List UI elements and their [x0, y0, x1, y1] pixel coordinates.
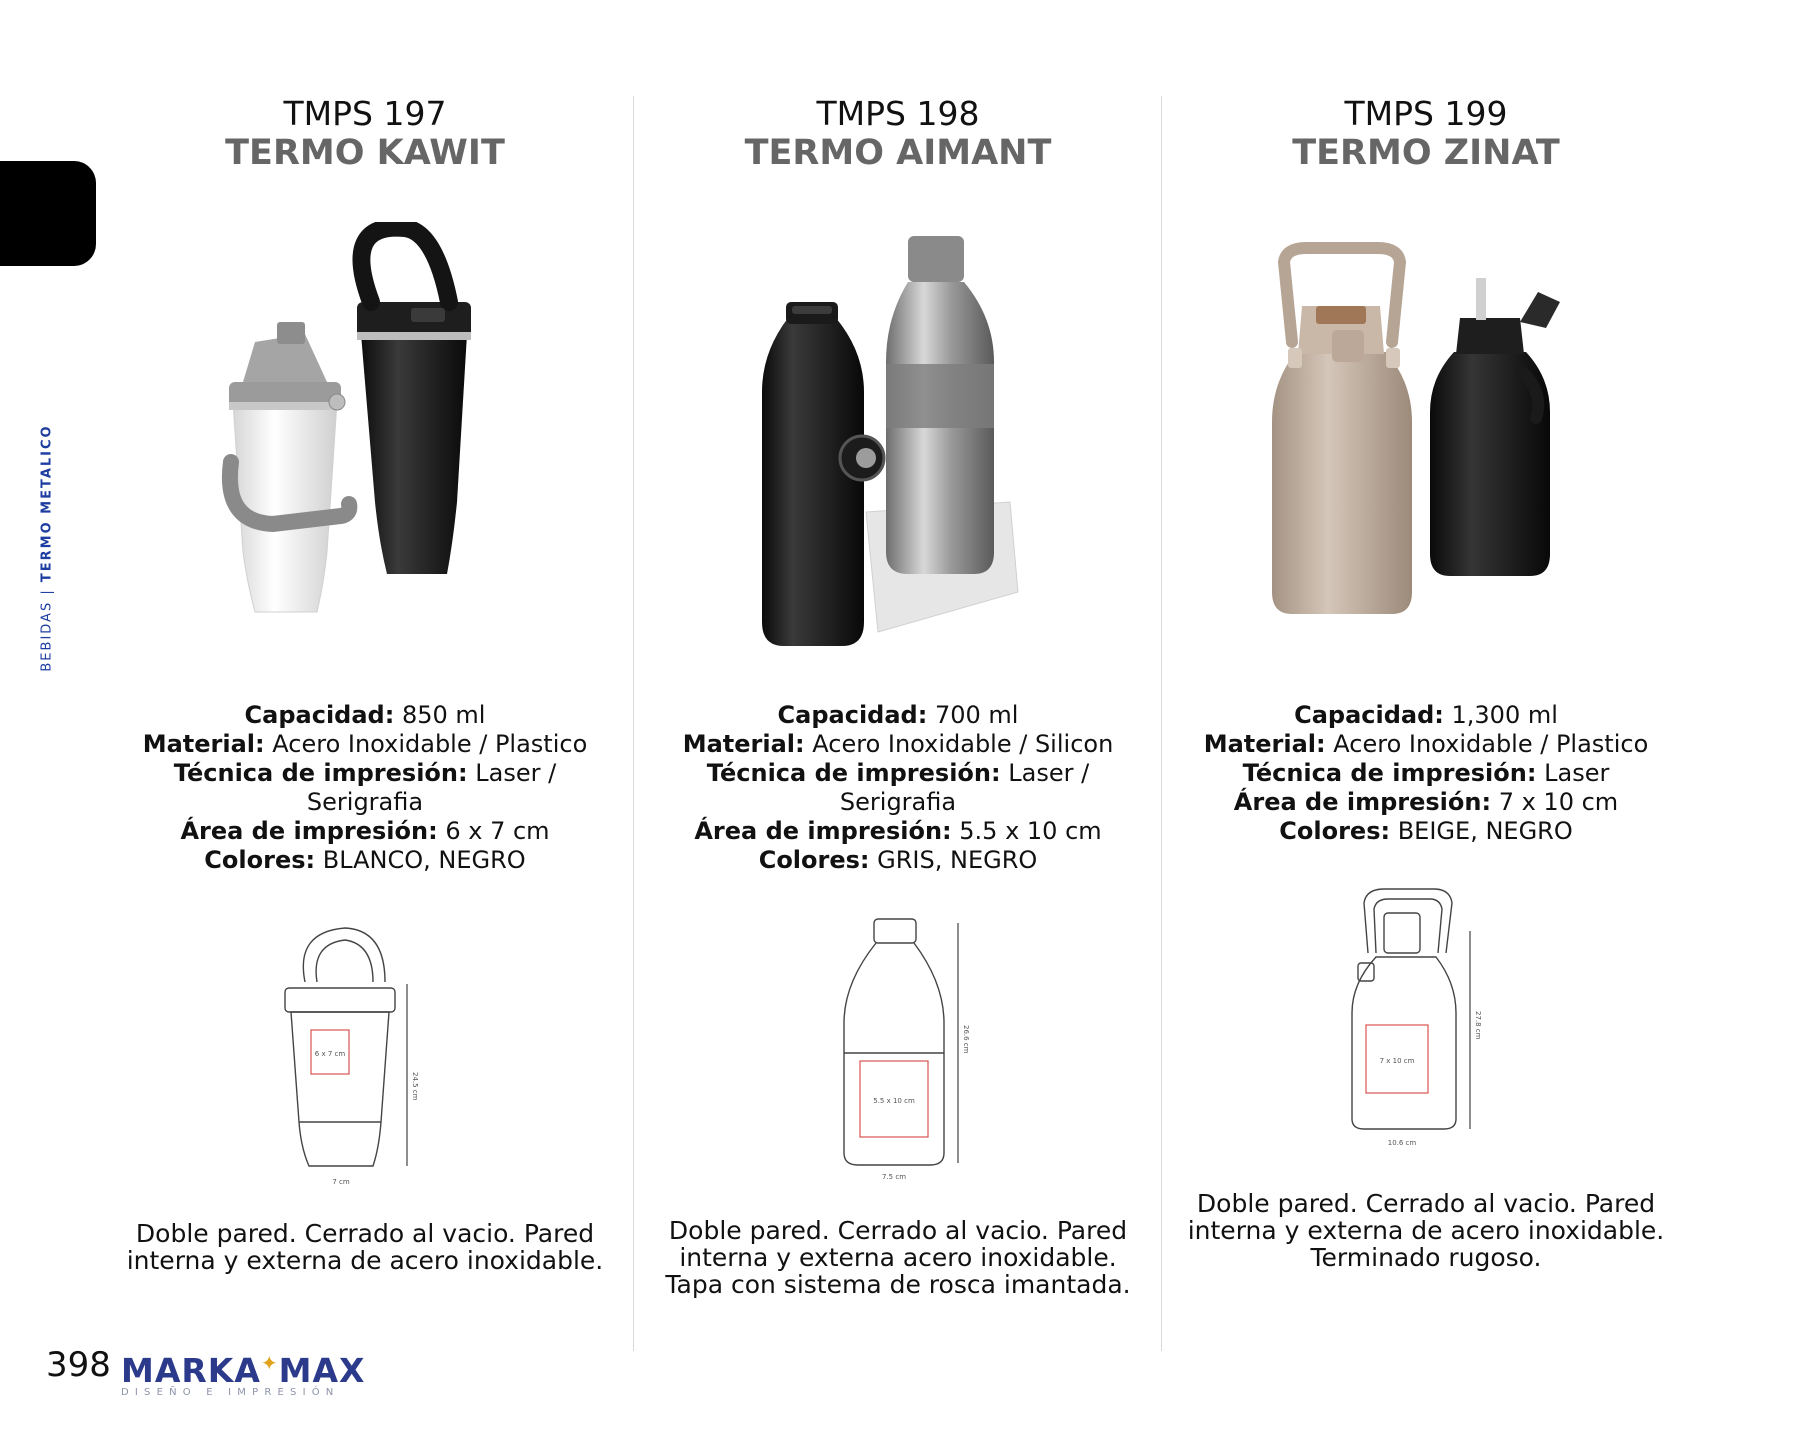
technique-value: Laser / Serigrafia	[839, 759, 1090, 816]
print-area-value: 6 x 7 cm	[445, 817, 550, 845]
white-tumbler	[229, 322, 349, 612]
technique-label: Técnica de impresión:	[706, 759, 1001, 787]
product-photo	[105, 222, 625, 662]
print-area-label: Área de impresión:	[694, 817, 952, 845]
product-specs	[101, 701, 629, 875]
material-label: Material:	[142, 730, 265, 758]
drawing-height-label: 27.8 cm	[1474, 1011, 1482, 1040]
sidebar-subcategory: TERMO METALICO	[39, 424, 55, 583]
capacity-value: 700 ml	[934, 701, 1019, 729]
technique-value: Laser / Serigrafia	[306, 759, 557, 816]
print-area-label: Área de impresión:	[1233, 788, 1492, 816]
sidebar-separator: |	[39, 588, 55, 595]
drawing-width-label: 7 cm	[332, 1178, 350, 1186]
product-description: Doble pared. Cerrado al vacio. Pared interna y externa de acero inoxidable. Terminado rugoso.	[1187, 1189, 1665, 1272]
product-code: TMPS 199	[1344, 94, 1508, 133]
colors-label: Colores:	[1279, 817, 1391, 845]
technique-label: Técnica de impresión:	[173, 759, 468, 787]
product-specs	[1162, 701, 1690, 846]
product-name: TERMO AIMANT	[744, 133, 1052, 173]
colors-value: GRIS, NEGRO	[877, 846, 1038, 874]
drawing-height-label: 24.5 cm	[411, 1072, 419, 1101]
technique-value: Laser	[1544, 759, 1610, 787]
product-specs	[634, 701, 1162, 875]
print-area-value: 5.5 x 10 cm	[959, 817, 1102, 845]
technical-drawing	[245, 922, 485, 1192]
capacity-value: 1,300 ml	[1451, 701, 1558, 729]
material-value: Acero Inoxidable / Plastico	[272, 730, 588, 758]
product-name: TERMO KAWIT	[225, 133, 505, 173]
technical-drawing	[1306, 883, 1546, 1153]
sidebar-category: BEBIDAS	[39, 600, 55, 672]
product-description: Doble pared. Cerrado al vacio. Pared interna y externa acero inoxidable. Tapa con sistema de rosca imantada.	[665, 1216, 1131, 1299]
drawing-area-label: 6 x 7 cm	[314, 1050, 346, 1058]
technical-drawing	[778, 913, 1018, 1183]
brand-name-right: MAX	[278, 1351, 366, 1390]
drawing-width-label: 7.5 cm	[881, 1173, 907, 1181]
colors-value: BEIGE, NEGRO	[1397, 817, 1573, 845]
material-label: Material:	[682, 730, 805, 758]
product-code: TMPS 198	[816, 94, 980, 133]
drawing-area-label: 7 x 10 cm	[1379, 1057, 1415, 1065]
product-photo	[638, 222, 1158, 662]
section-tab	[0, 161, 96, 266]
product-card-tmps-198	[634, 0, 1162, 1380]
drawing-area-label: 5.5 x 10 cm	[873, 1097, 915, 1105]
capacity-label: Capacidad:	[244, 701, 395, 729]
drawing-height-label: 26.6 cm	[962, 1025, 970, 1054]
product-code: TMPS 197	[283, 94, 447, 133]
black-bottle	[762, 302, 884, 646]
capacity-value: 850 ml	[401, 701, 486, 729]
logo-star-icon: ✦	[260, 1351, 279, 1375]
brand-tagline: DISEÑO E IMPRESIÓN	[121, 1387, 340, 1398]
product-card-tmps-199	[1162, 0, 1690, 1380]
technique-label: Técnica de impresión:	[1242, 759, 1537, 787]
print-area-label: Área de impresión:	[180, 817, 438, 845]
capacity-label: Capacidad:	[1294, 701, 1444, 729]
product-photo	[1166, 222, 1686, 662]
black-bottle	[1430, 278, 1560, 576]
product-description: Doble pared. Cerrado al vacio. Pared interna y externa de acero inoxidable.	[126, 1219, 604, 1275]
capacity-label: Capacidad:	[777, 701, 928, 729]
black-tumbler	[357, 228, 471, 574]
colors-label: Colores:	[758, 846, 870, 874]
silver-bottle	[886, 236, 994, 574]
brand-name-left: MARKA	[121, 1351, 261, 1390]
colors-value: BLANCO, NEGRO	[322, 846, 526, 874]
drawing-width-label: 10.6 cm	[1387, 1139, 1417, 1147]
product-name: TERMO ZINAT	[1292, 133, 1560, 173]
colors-label: Colores:	[204, 846, 316, 874]
print-area-value: 7 x 10 cm	[1498, 788, 1619, 816]
beige-bottle	[1272, 248, 1412, 614]
material-value: Acero Inoxidable / Plastico	[1333, 730, 1649, 758]
material-label: Material:	[1203, 730, 1326, 758]
material-value: Acero Inoxidable / Silicon	[812, 730, 1114, 758]
product-card-tmps-197	[101, 0, 629, 1380]
brand-logo	[121, 1347, 366, 1398]
page-number: 398	[46, 1345, 111, 1385]
